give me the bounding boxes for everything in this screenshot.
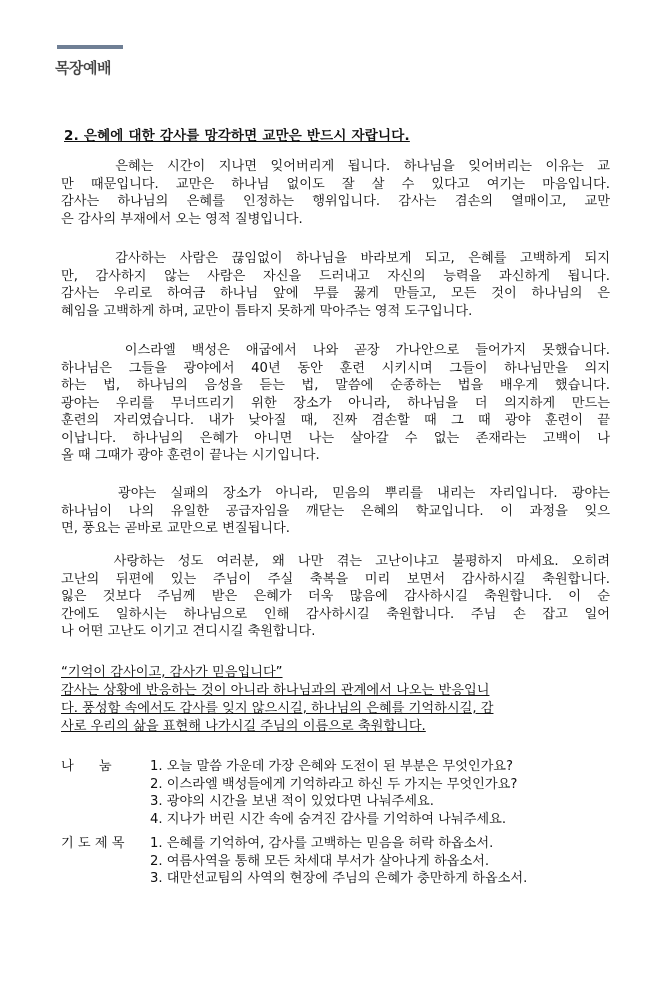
list-item: 1. 은혜를 기억하여, 감사를 고백하는 믿음을 허락 하옵소서. xyxy=(150,836,494,851)
quote-line: 다. 풍성함 속에서도 감사를 잊지 않으시길, 하나님의 은혜를 기억하시길, 감 xyxy=(61,701,494,716)
quote-line: 사로 우리의 삶을 표현해 나가시길 주님의 이름으로 축원합니다. xyxy=(61,719,426,734)
header-title: 목장예배 xyxy=(55,59,111,77)
paragraph-line: 감사는 우리로 하여금 하나님 앞에 무릎 꿇게 만들고, 모든 것이 하나님의 은 xyxy=(61,286,610,301)
paragraph-line: 면, 풍요는 곧바로 교만으로 변질됩니다. xyxy=(61,521,290,536)
paragraph-4 xyxy=(61,485,610,538)
prayer-section xyxy=(61,835,621,889)
paragraph-1 xyxy=(61,158,610,228)
list-item: 1. 오늘 말씀 가운데 가장 은혜와 도전이 된 부분은 무엇인가요? xyxy=(150,759,514,774)
list-item: 2. 여름사역을 통해 모든 차세대 부서가 살아나게 하옵소서. xyxy=(150,853,490,869)
quote-block xyxy=(61,664,617,736)
sharing-label: 나 눔 xyxy=(61,759,112,774)
prayer-list xyxy=(150,835,527,888)
paragraph-line: 하는 법, 하나님의 음성을 듣는 법, 말씀에 순종하는 법을 배우게 했습니다. xyxy=(61,378,610,393)
paragraph-line: 사랑하는 성도 여러분, 왜 나만 겪는 고난이냐고 불평하지 마세요. 오히려 xyxy=(61,554,610,569)
paragraph-line: 은혜는 시간이 지나면 잊어버리게 됩니다. 하나님을 잊어버리는 이유는 교 xyxy=(61,159,610,174)
paragraph-line: 광야는 우리를 무너뜨리기 위한 장소가 아니라, 하나님을 더 의지하게 만드는 xyxy=(61,395,610,411)
paragraph-2 xyxy=(61,250,610,320)
paragraph-line: 만, 감사하지 않는 사람은 자신을 드러내고 자신의 능력을 과신하게 됩니다. xyxy=(61,268,610,284)
paragraph-line: 하나님은 그들을 광야에서 40년 동안 훈련 시키시며 그들이 하나님만을 의지 xyxy=(61,360,610,376)
paragraph-line: 이스라엘 백성은 애굽에서 나와 곧장 가나안으로 들어가지 못했습니다. xyxy=(61,343,610,358)
paragraph-line: 광야는 실패의 장소가 아니라, 믿음의 뿌리를 내리는 자리입니다. 광야는 xyxy=(61,486,610,501)
paragraph-line: 만 때문입니다. 교만은 하나님 없이도 잘 살 수 있다고 여기는 마음입니다. xyxy=(61,176,610,192)
paragraph-line: 혜임을 고백하게 하며, 교만이 틈타지 못하게 막아주는 영적 도구입니다. xyxy=(61,303,473,319)
paragraph-line: 감사는 하나님의 은혜를 인정하는 행위입니다. 감사는 겸손의 열매이고, 교만 xyxy=(61,194,610,209)
paragraph-5 xyxy=(61,553,610,641)
quote-line: 감사는 상황에 반응하는 것이 아니라 하나님과의 관계에서 나오는 반응입니 xyxy=(61,683,490,698)
header-accent-bar xyxy=(57,45,123,49)
paragraph-line: 감사하는 사람은 끊임없이 하나님을 바라보게 되고, 은혜를 고백하게 되지 xyxy=(61,251,610,266)
paragraph-line: 잃은 것보다 주님께 받은 은혜가 더욱 많음에 감사하시길 축원합니다. 이 순 xyxy=(61,589,610,604)
list-item: 2. 이스라엘 백성들에게 기억하라고 하신 두 가지는 무엇인가요? xyxy=(150,776,518,792)
list-item: 3. 대만선교팀의 사역의 현장에 주님의 은혜가 충만하게 하옵소서. xyxy=(150,871,528,886)
sharing-section xyxy=(61,758,621,830)
paragraph-line: 간에도 일하시는 하나님으로 인해 감사하시길 축원합니다. 주님 손 잡고 일어 xyxy=(61,606,610,622)
paragraph-line: 훈련의 자리였습니다. 내가 낮아질 때, 진짜 겸손할 때 그 때 광야 훈련이 끝 xyxy=(61,413,610,428)
section-title: 2. 은혜에 대한 감사를 망각하면 교만은 반드시 자랍니다. xyxy=(64,128,410,144)
quote-title: “기억이 감사이고, 감사가 믿음입니다” xyxy=(61,665,283,680)
list-item: 3. 광야의 시간을 보낸 적이 있었다면 나눠주세요. xyxy=(150,794,434,809)
paragraph-line: 하나님이 나의 유일한 공급자임을 깨닫는 은혜의 학교입니다. 이 과정을 잊으 xyxy=(61,503,610,519)
paragraph-line: 나 어떤 고난도 이기고 견디시길 축원합니다. xyxy=(61,624,316,639)
paragraph-3 xyxy=(61,342,610,465)
list-item: 4. 지나가 버린 시간 속에 숨겨진 감사를 기억하여 나눠주세요. xyxy=(150,811,507,827)
sharing-list xyxy=(150,758,517,828)
paragraph-line: 고난의 뒤편에 있는 주님이 주실 축복을 미리 보면서 감사하시길 축원합니다. xyxy=(61,571,610,587)
paragraph-line: 이납니다. 하나님의 은혜가 아니면 나는 살아갈 수 없는 존재라는 고백이 나 xyxy=(61,430,610,446)
prayer-label: 기 도 제 목 xyxy=(61,836,125,851)
paragraph-line: 올 때 그때가 광야 훈련이 끝나는 시기입니다. xyxy=(61,448,320,463)
paragraph-line: 은 감사의 부재에서 오는 영적 질병입니다. xyxy=(61,211,303,227)
